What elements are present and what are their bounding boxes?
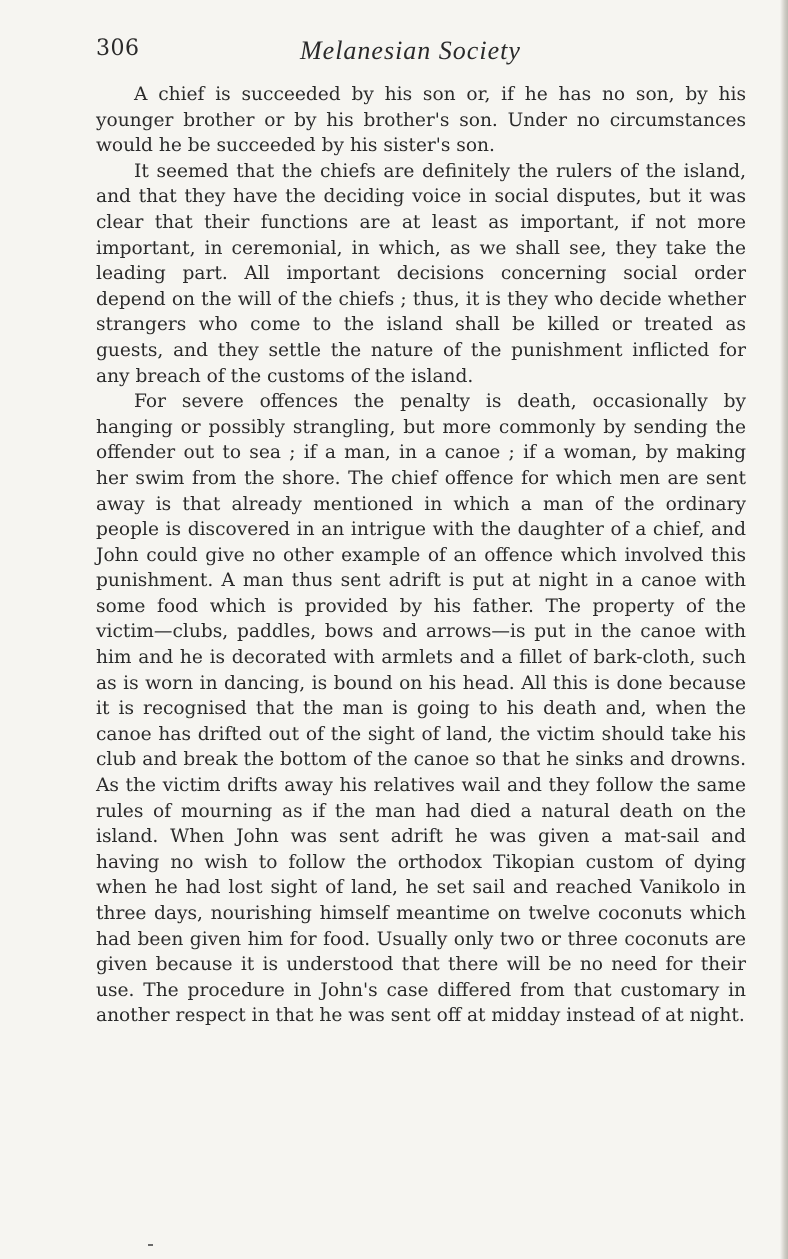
paragraph-punishment: For severe offences the penalty is death, occasionally by hanging or possibly strangling, but more commonly by sending the offender out to sea ; if a man, in a canoe ; if a woman, by making her swim from the shore. The chief offence for which men are sent away is that already mentioned in which a man of the ordinary people is discovered in an intrigue with the daughter of a chief, and John could give no other example of an offence which involved this punishment. A man thus sent adrift is put at night in a canoe with some food which is provided by his father. The property of the victim—clubs, paddles, bows and arrows—is put in the canoe with him and he is decorated with armlets and a fillet of bark-cloth, such as is worn in dancing, is bound on his head. All this is done because it is recognised that the man is going to his death and, when the canoe has drifted out of the sight of land, the victim should take his club and break the bottom of the canoe so that he sinks and drowns. As the victim drifts away his relatives wail and they follow the same rules of mourning as if the man had died a natural death on the island. When John was sent adrift he was given a mat-sail and having no wish to follow the orthodox Tikopian custom of dying when he had lost sight of land, he set sail and reached Vanikolo in three days, nourishing himself meantime on twelve coconuts which had been given him for food. Usually only two or three coconuts are given because it is understood that there will be no need for their use. The procedure in John's case differed from that customary in another respect in that he was sent off at midday instead of at night.	[96, 391, 746, 1027]
bottom-mark	[148, 1244, 153, 1246]
page-number: 306	[96, 36, 140, 61]
body-text	[96, 82, 746, 1029]
running-title: Melanesian Society	[300, 36, 521, 65]
paragraph-chiefs-role: It seemed that the chiefs are definitely the rulers of the island, and that they have the deciding voice in social disputes, but it was clear that their functions are at least as important, if not more important, in ceremonial, in which, as we shall see, they take the leading part. All important decisions concerning social order depend on the will of the chiefs ; thus, it is they who decide whether strangers who come to the island shall be killed or treated as guests, and they settle the nature of the punishment inflicted for any breach of the customs of the island.	[96, 160, 746, 387]
page-header	[96, 34, 746, 74]
page-edge-shadow	[780, 0, 788, 1259]
paragraph-succession: A chief is succeeded by his son or, if he has no son, by his younger brother or by his brother's son. Under no circumstances would he be succeeded by his sister's son.	[96, 84, 746, 157]
